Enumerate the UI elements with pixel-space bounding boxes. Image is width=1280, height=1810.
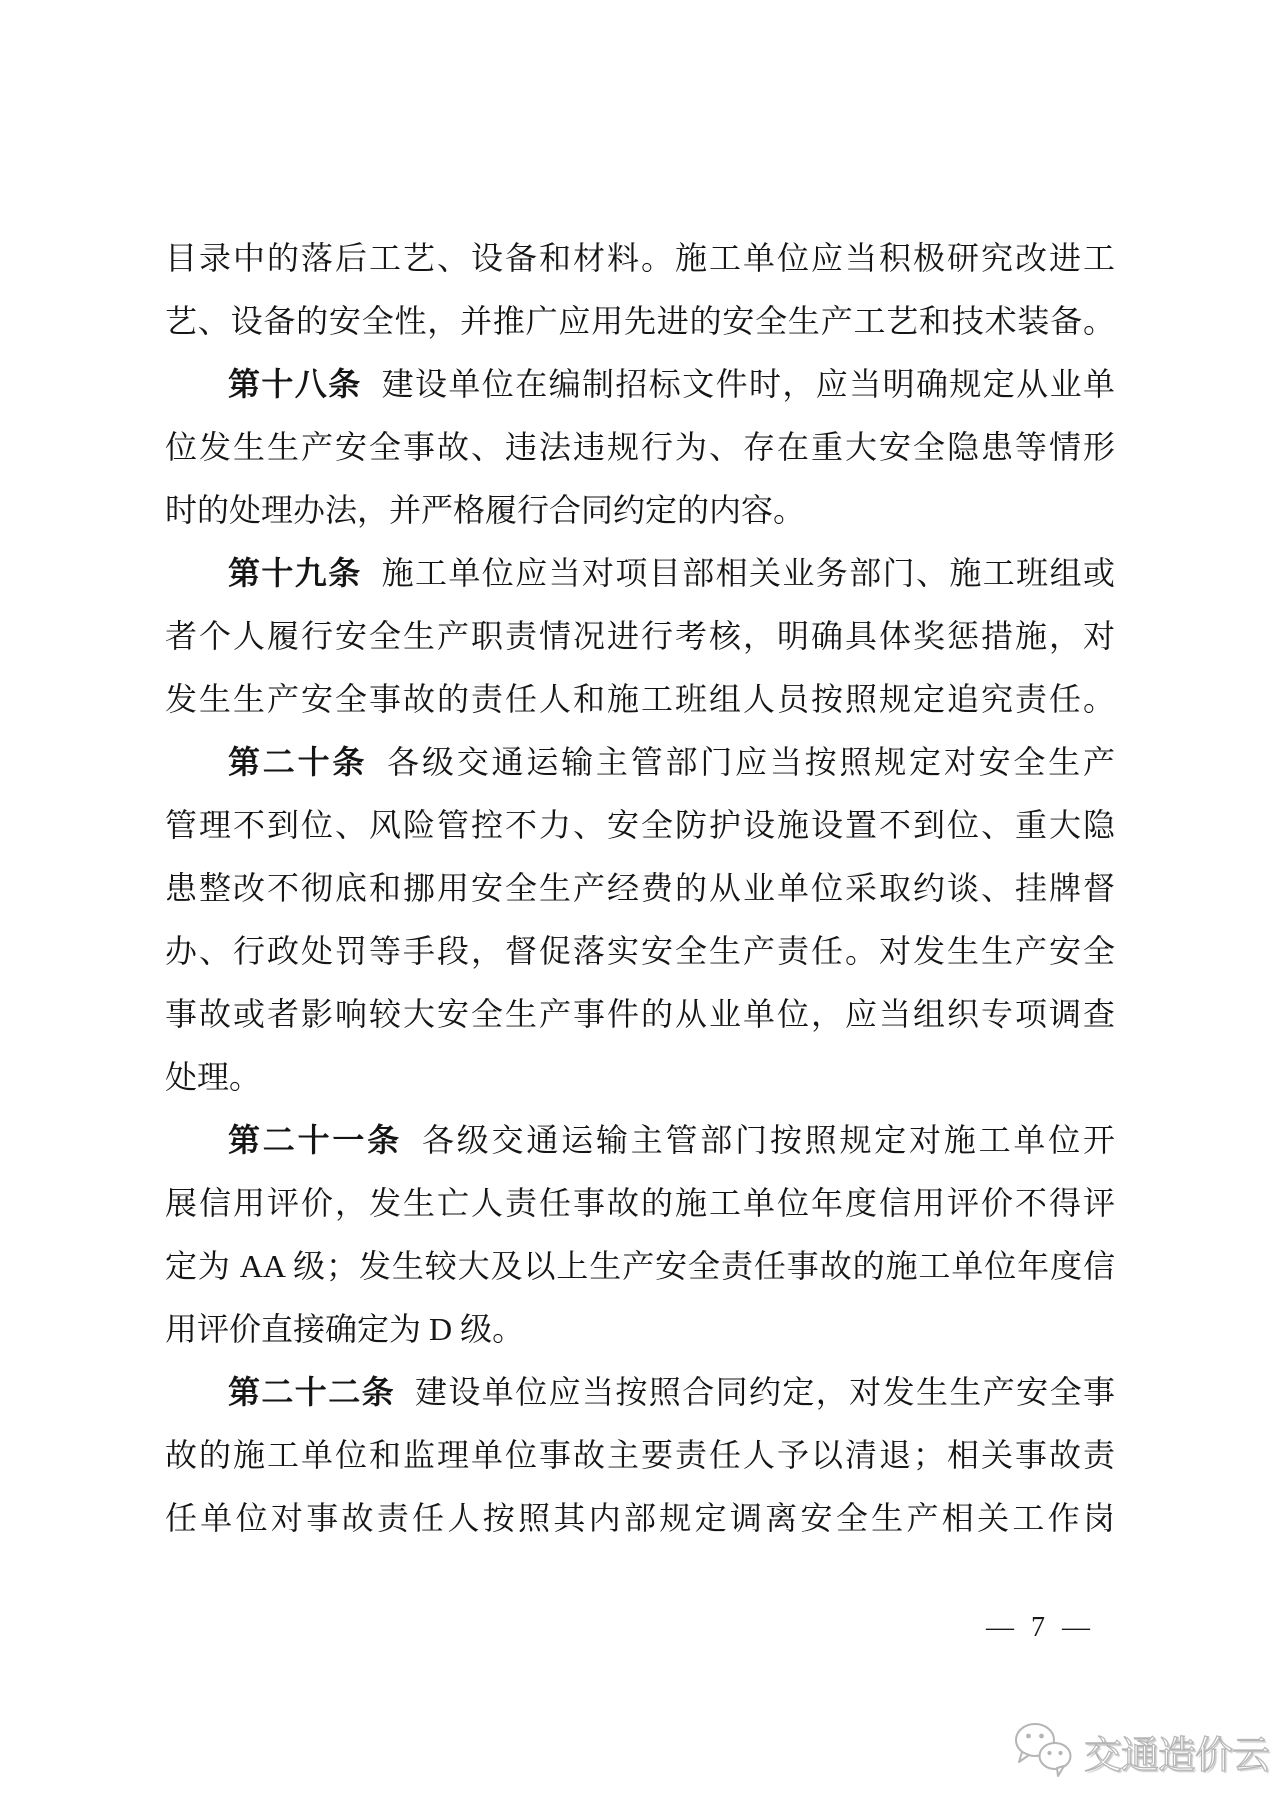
text-line: 用评价直接确定为 D 级。 [165, 1311, 525, 1347]
article-number: 第二十一条 [228, 1122, 402, 1158]
text-line: 故的施工单位和监理单位事故主要责任人予以清退；相关事故责 [165, 1437, 1115, 1473]
wechat-icon [1012, 1720, 1076, 1783]
text-line: 任单位对事故责任人按照其内部规定调离安全生产相关工作岗 [165, 1500, 1115, 1536]
text-line: 第二十二条 建设单位应当按照合同约定，对发生生产安全事 [228, 1374, 1115, 1410]
text-line: 第十九条 施工单位应当对项目部相关业务部门、施工班组或 [228, 555, 1115, 591]
text-line: 办、行政处罚等手段，督促落实安全生产责任。对发生生产安全 [165, 933, 1115, 969]
article-number: 第二十条 [228, 744, 368, 780]
text-line: 时的处理办法，并严格履行合同约定的内容。 [165, 492, 806, 528]
text-line: 发生生产安全事故的责任人和施工班组人员按照规定追究责任。 [165, 681, 1115, 717]
text-line: 展信用评价，发生亡人责任事故的施工单位年度信用评价不得评 [165, 1185, 1115, 1221]
text-line: 者个人履行安全生产职责情况进行考核，明确具体奖惩措施，对 [165, 618, 1115, 654]
article-number: 第十九条 [228, 555, 362, 591]
article-number: 第十八条 [228, 366, 362, 402]
article-number: 第二十二条 [228, 1374, 395, 1410]
text-line: 位发生生产安全事故、违法违规行为、存在重大安全隐患等情形 [165, 429, 1115, 465]
text-line: 第二十条 各级交通运输主管部门应当按照规定对安全生产 [228, 744, 1115, 780]
text-line: 艺、设备的安全性，并推广应用先进的安全生产工艺和技术装备。 [165, 303, 1115, 339]
text-line: 定为 AA 级；发生较大及以上生产安全责任事故的施工单位年度信 [165, 1248, 1115, 1284]
text-line: 事故或者影响较大安全生产事件的从业单位，应当组织专项调查 [165, 996, 1115, 1032]
text-line: 管理不到位、风险管控不力、安全防护设施设置不到位、重大隐 [165, 807, 1115, 843]
watermark-text: 交通造价云 [1084, 1735, 1270, 1777]
body-text-block [165, 227, 1115, 1550]
page-number: — 7 — [986, 1612, 1090, 1643]
text-line: 目录中的落后工艺、设备和材料。施工单位应当积极研究改进工 [165, 240, 1115, 276]
text-line: 第二十一条 各级交通运输主管部门按照规定对施工单位开 [228, 1122, 1115, 1158]
text-line: 患整改不彻底和挪用安全生产经费的从业单位采取约谈、挂牌督 [165, 870, 1115, 906]
text-line: 处理。 [165, 1059, 262, 1095]
text-line: 第十八条 建设单位在编制招标文件时，应当明确规定从业单 [228, 366, 1115, 402]
watermark [1012, 1720, 1269, 1783]
